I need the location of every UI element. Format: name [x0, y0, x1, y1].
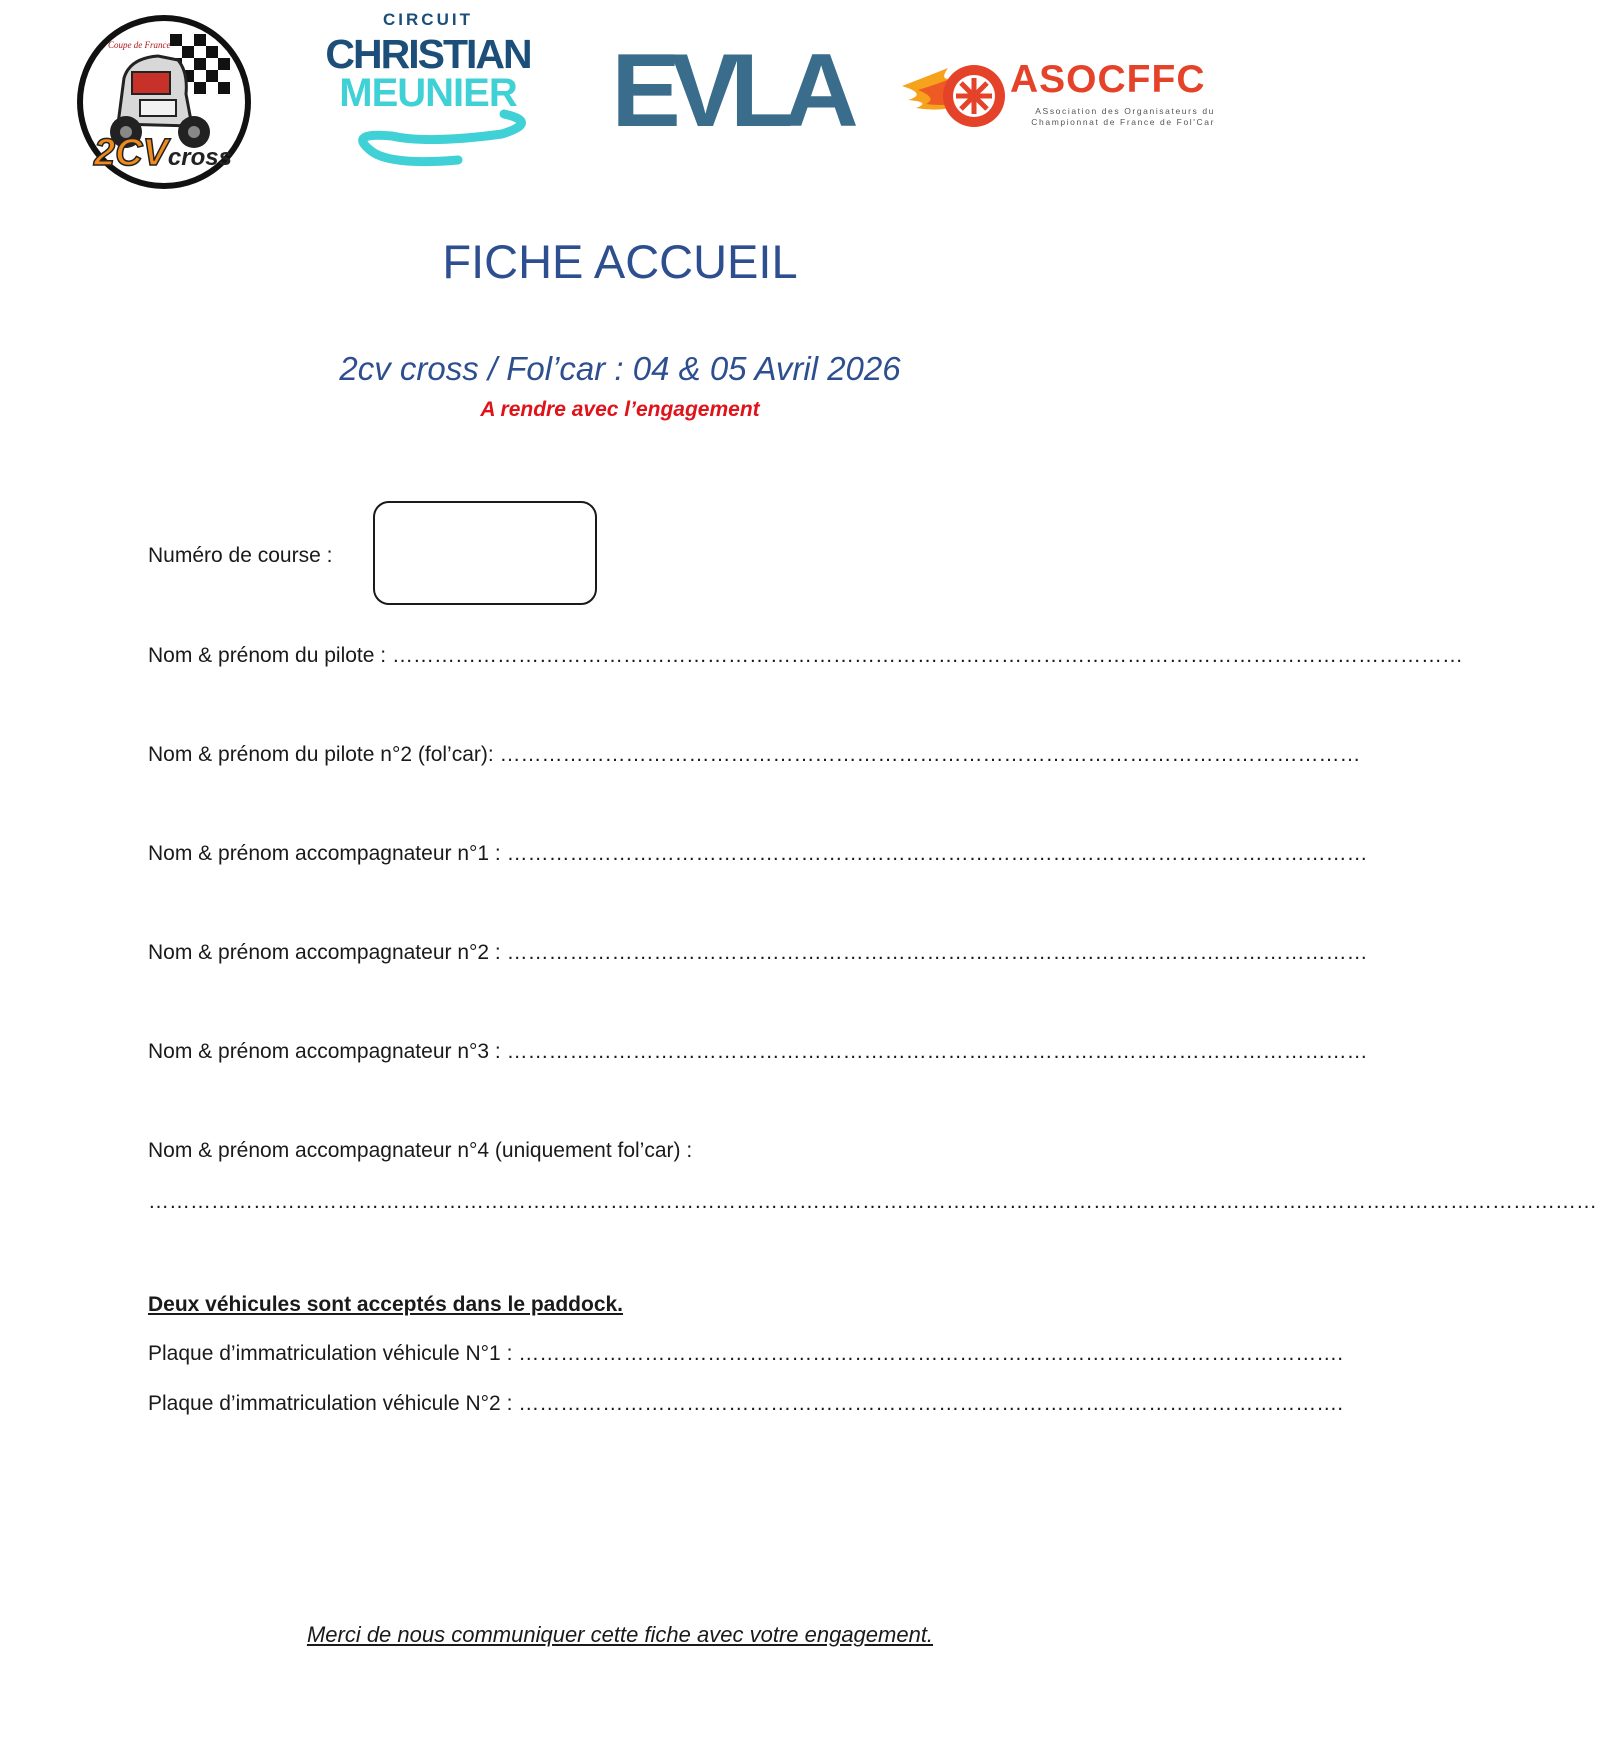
- cup-brand: [94, 132, 232, 175]
- event-subtitle: 2cv cross / Fol’car : 04 & 05 Avril 2026: [339, 350, 901, 387]
- circuit-small-text: CIRCUIT: [383, 10, 473, 29]
- circuit-line1-text: CHRISTIAN: [325, 31, 531, 77]
- paddock-heading: Deux véhicules sont acceptés dans le paddock.: [148, 1293, 624, 1316]
- evla-text: EVLA: [611, 33, 849, 149]
- pilot-name-field[interactable]: Nom & prénom du pilote : ………………………………………………………………………………………………………………………………………: [148, 644, 1463, 667]
- companion1-name-field[interactable]: Nom & prénom accompagnateur n°1 : ……………………………………………………………………………………………………………: [148, 842, 1368, 865]
- cup-script-text: Coupe de France: [108, 40, 171, 50]
- plate2-field[interactable]: Plaque d’immatriculation véhicule N°2 : ……………………………………………………………………………………………………….: [148, 1392, 1344, 1415]
- plate1-field[interactable]: Plaque d’immatriculation véhicule N°1 : ……………………………………………………………………………………………………….: [148, 1342, 1344, 1365]
- companion2-name-field[interactable]: Nom & prénom accompagnateur n°2 : ……………………………………………………………………………………………………………: [148, 941, 1368, 964]
- logo-2cv-cross: [74, 14, 254, 190]
- page-title: FICHE ACCUEIL: [442, 235, 798, 288]
- asocffc-subtitle-line2: Championnat de France de Fol'Car: [1031, 117, 1215, 127]
- asocffc-title: ASOCFFC: [1010, 58, 1206, 101]
- companion4-label: Nom & prénom accompagnateur n°4 (uniquement fol’car) :: [148, 1139, 693, 1162]
- cup-brand-text: 2CV: [94, 132, 168, 174]
- return-note: A rendre avec l’engagement: [480, 398, 760, 421]
- race-number-box[interactable]: [373, 501, 597, 605]
- pilot2-name-field[interactable]: Nom & prénom du pilote n°2 (fol’car): ……………………………………………………………………………………………………………: [148, 743, 1361, 766]
- flaming-wheel-icon: [898, 56, 1008, 136]
- companion3-name-field[interactable]: Nom & prénom accompagnateur n°3 : ……………………………………………………………………………………………………………: [148, 1040, 1368, 1063]
- cup-brand-suffix: cross: [167, 144, 232, 171]
- logo-evla: [590, 33, 870, 149]
- logo-asocffc: [898, 56, 1214, 136]
- circuit-line2-text: MEUNIER: [339, 71, 517, 115]
- asocffc-subtitle: [1011, 106, 1215, 128]
- track-swoosh-icon: [308, 10, 548, 170]
- race-number-label: Numéro de course :: [148, 544, 333, 567]
- companion4-name-field[interactable]: ………………………………………………………………………………………………………………………………………………………………………………………: [148, 1190, 1597, 1213]
- asocffc-subtitle-line1: ASsociation des Organisateurs du: [1035, 106, 1215, 116]
- footer-note: Merci de nous communiquer cette fiche avec votre engagement.: [306, 1622, 934, 1647]
- logo-circuit-christian-meunier: [308, 10, 548, 170]
